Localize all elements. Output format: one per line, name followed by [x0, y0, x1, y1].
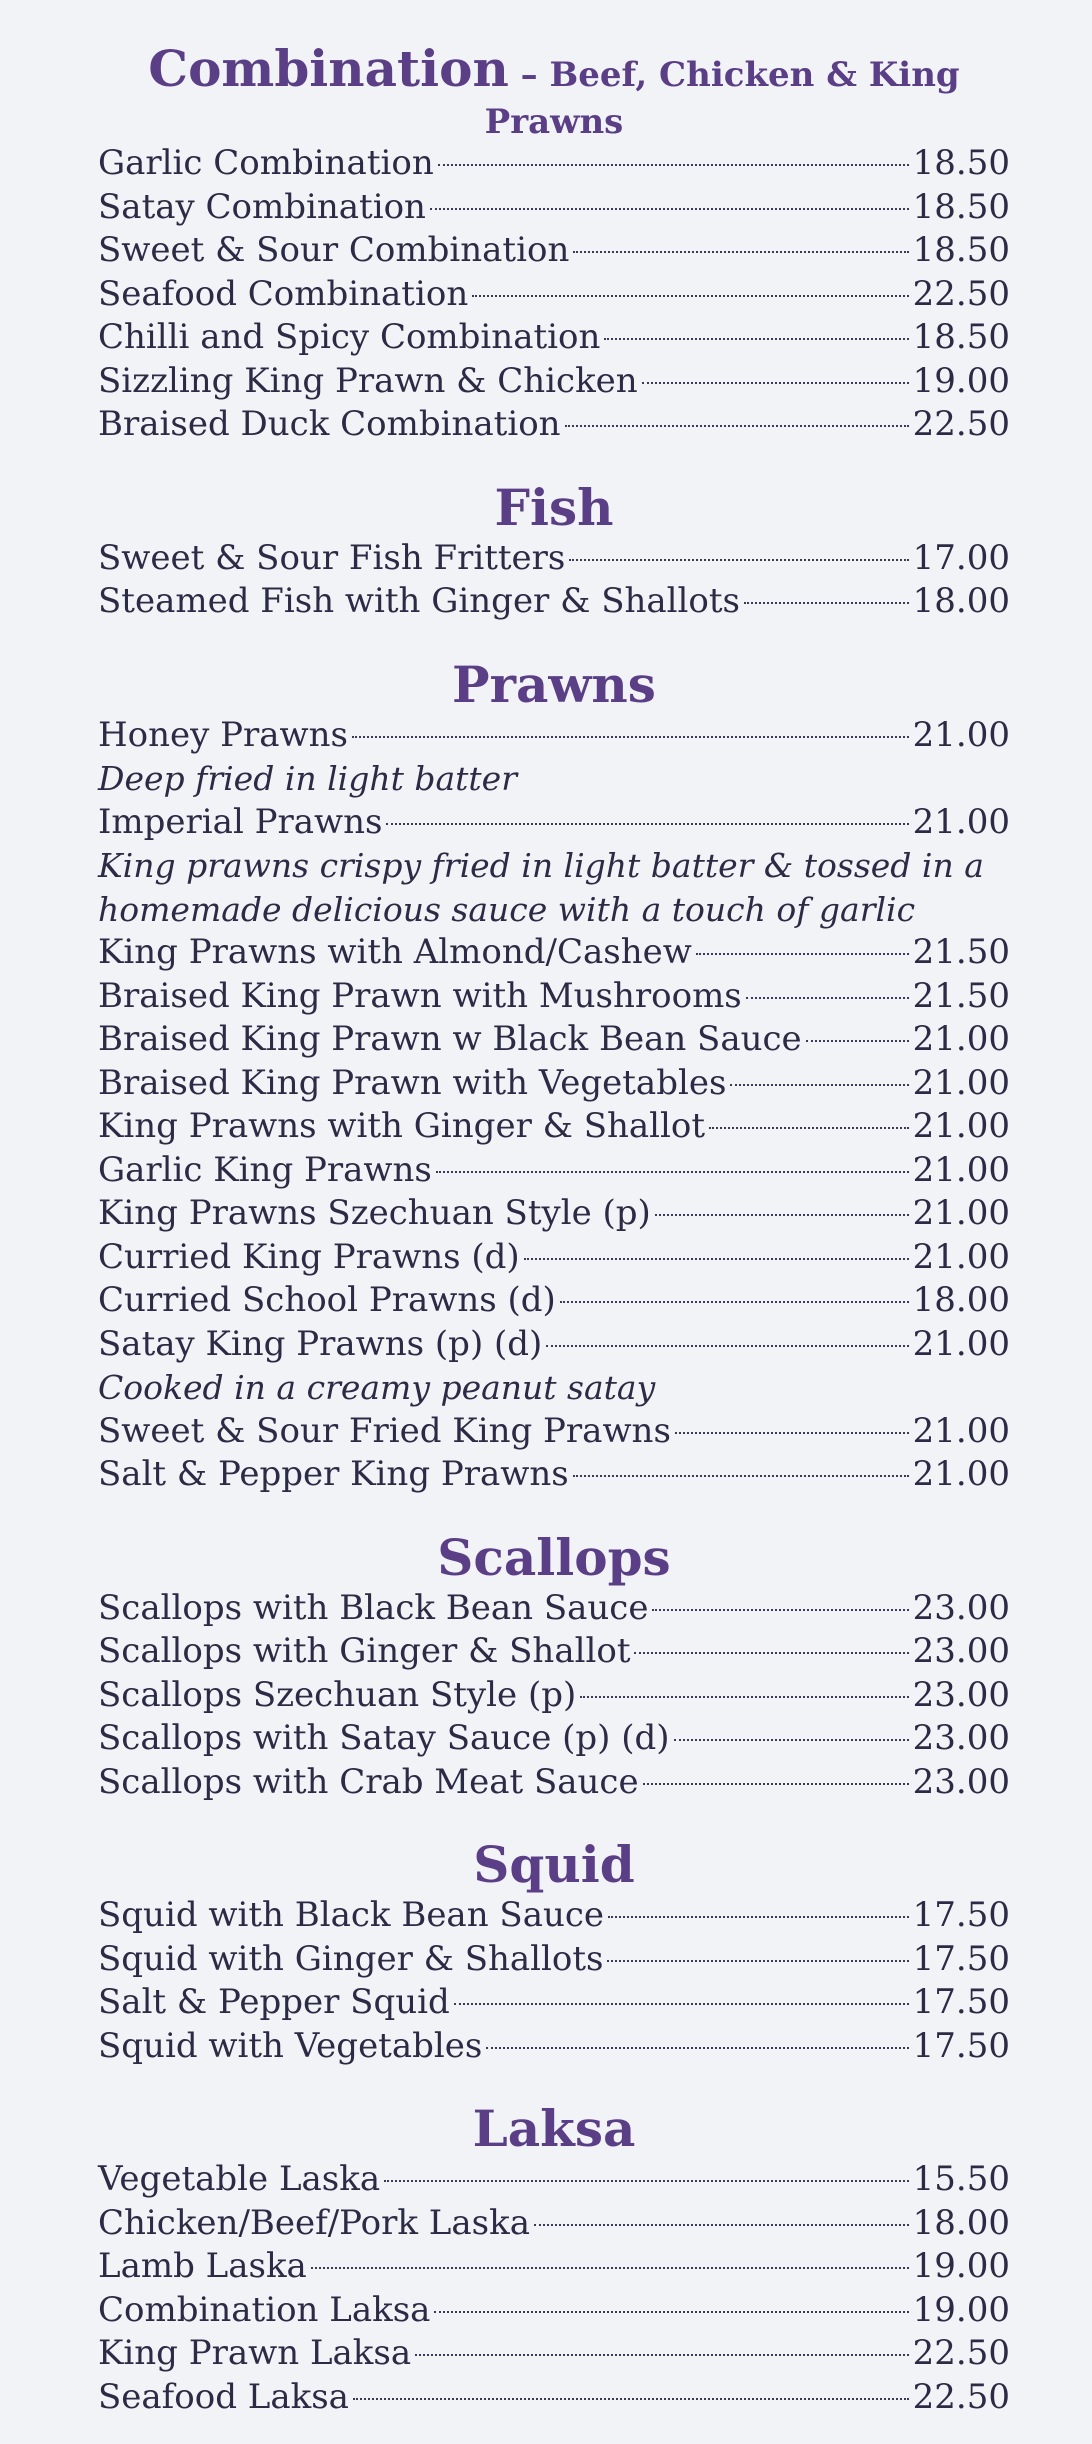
item-name: Chilli and Spicy Combination	[98, 317, 601, 357]
menu-item	[98, 1062, 1010, 1106]
dot-leader	[696, 953, 909, 955]
item-name: Salt & Pepper King Prawns	[98, 1454, 569, 1494]
dot-leader	[546, 1345, 908, 1347]
item-price: 21.00	[912, 1236, 1010, 1277]
item-description: King prawns crispy fried in light batter & tossed in a	[98, 846, 984, 885]
dot-leader	[652, 1609, 908, 1611]
menu-item	[98, 975, 1010, 1019]
dot-leader	[472, 295, 908, 297]
dot-leader	[386, 823, 908, 825]
menu-item	[98, 142, 1010, 186]
item-price: 21.00	[912, 1106, 1010, 1146]
item-price: 19.00	[912, 360, 1010, 401]
section-spacer	[98, 1804, 1010, 1836]
menu-item	[98, 1192, 1010, 1236]
item-price: 17.50	[912, 2025, 1010, 2066]
dot-leader	[565, 425, 909, 427]
dot-leader	[534, 2224, 909, 2226]
item-price: 21.50	[912, 975, 1010, 1016]
item-price: 18.00	[912, 2202, 1010, 2243]
item-name: Vegetable Laska	[98, 2159, 381, 2199]
item-name: Braised King Prawn with Mushrooms	[98, 975, 742, 1016]
dot-leader	[746, 997, 909, 999]
item-price: 19.00	[912, 2289, 1010, 2330]
item-price: 17.50	[912, 1982, 1010, 2022]
menu-item	[98, 1323, 1010, 1367]
section-heading	[98, 1836, 1010, 1894]
section-title: Combination	[148, 39, 509, 98]
item-price: 22.50	[912, 273, 1010, 314]
item-name: Garlic King Prawns	[98, 1149, 432, 1190]
item-price: 23.00	[912, 1761, 1010, 1802]
section-heading	[98, 1529, 1010, 1587]
item-name: King Prawn Laksa	[98, 2333, 412, 2373]
dot-leader	[384, 2180, 909, 2182]
dot-leader	[675, 1432, 909, 1434]
item-price: 21.00	[912, 714, 1010, 755]
menu-item	[98, 1453, 1010, 1497]
item-name: Curried School Prawns (d)	[98, 1280, 556, 1320]
item-price: 21.00	[912, 1062, 1010, 1103]
dot-leader	[434, 2311, 908, 2313]
menu-item	[98, 1894, 1010, 1938]
item-name: Squid with Black Bean Sauce	[98, 1895, 605, 1935]
section-heading	[98, 656, 1010, 714]
item-name: Seafood Laksa	[98, 2376, 349, 2417]
menu-item	[98, 1761, 1010, 1805]
item-name: Garlic Combination	[98, 143, 434, 183]
dot-leader	[430, 208, 909, 210]
section-title: Prawns	[452, 654, 656, 714]
dot-leader	[730, 1084, 908, 1086]
menu-item	[98, 229, 1010, 273]
menu-item	[98, 2158, 1010, 2202]
item-name: Lamb Laska	[98, 2246, 307, 2286]
item-name: Braised King Prawn with Vegetables	[98, 1062, 727, 1103]
menu-item	[98, 1674, 1010, 1718]
menu-item	[98, 580, 1010, 624]
menu-item	[98, 2289, 1010, 2333]
item-name: King Prawns Szechuan Style (p)	[98, 1193, 651, 1233]
item-price: 23.00	[912, 1631, 1010, 1671]
dot-leader	[569, 559, 908, 561]
menu-item	[98, 714, 1010, 758]
menu-item	[98, 360, 1010, 404]
item-price: 23.00	[912, 1587, 1010, 1628]
dot-leader	[486, 2047, 908, 2049]
dot-leader	[643, 1783, 909, 1785]
dot-leader	[580, 1696, 908, 1698]
item-name: Steamed Fish with Ginger & Shallots	[98, 581, 740, 621]
item-price: 21.00	[912, 1410, 1010, 1451]
menu-item	[98, 403, 1010, 447]
item-price: 18.50	[912, 230, 1010, 270]
item-price: 21.00	[912, 1019, 1010, 1059]
section-title: Scallops	[437, 1527, 671, 1587]
item-description: Deep fried in light batter	[98, 759, 517, 798]
item-name: Sweet & Sour Combination	[98, 230, 570, 270]
menu-item	[98, 2245, 1010, 2289]
dot-leader	[674, 1739, 909, 1741]
dot-leader	[607, 1960, 908, 1962]
section-spacer	[98, 1497, 1010, 1529]
menu-item	[98, 1938, 1010, 1982]
item-name: Sweet & Sour Fried King Prawns	[98, 1410, 671, 1451]
item-name: Scallops Szechuan Style (p)	[98, 1674, 577, 1715]
item-price: 18.00	[912, 1280, 1010, 1320]
item-name: Satay King Prawns (p) (d)	[98, 1323, 543, 1364]
item-description: homemade delicious sauce with a touch of garlic	[98, 889, 916, 929]
item-name: Braised King Prawn w Black Bean Sauce	[98, 1019, 802, 1059]
dot-leader	[573, 251, 908, 253]
item-price: 22.50	[912, 2376, 1010, 2417]
item-price: 21.00	[912, 801, 1010, 842]
menu-section-prawns	[98, 656, 1010, 1497]
item-price: 23.00	[912, 1674, 1010, 1715]
dot-leader	[311, 2267, 909, 2269]
item-name: Scallops with Crab Meat Sauce	[98, 1761, 639, 1802]
item-price: 15.50	[912, 2159, 1010, 2199]
menu-item	[98, 1105, 1010, 1149]
item-name: Braised Duck Combination	[98, 404, 561, 444]
item-price: 18.50	[912, 186, 1010, 227]
menu-item	[98, 2332, 1010, 2376]
menu-item	[98, 186, 1010, 230]
section-subtitle-line2: Prawns	[484, 102, 624, 142]
item-name: Chicken/Beef/Pork Laska	[98, 2202, 530, 2243]
menu-item	[98, 1981, 1010, 2025]
section-spacer	[98, 2068, 1010, 2100]
dot-leader	[806, 1040, 909, 1042]
menu-item	[98, 1279, 1010, 1323]
menu-item	[98, 273, 1010, 317]
dot-leader	[634, 1652, 908, 1654]
item-price: 21.50	[912, 932, 1010, 972]
dot-leader	[352, 736, 909, 738]
menu-item	[98, 537, 1010, 581]
item-price: 19.00	[912, 2246, 1010, 2286]
menu-item	[98, 2376, 1010, 2420]
menu-item	[98, 1717, 1010, 1761]
item-name: Honey Prawns	[98, 714, 349, 755]
dot-leader	[642, 382, 909, 384]
menu-item	[98, 931, 1010, 975]
item-name: King Prawns with Ginger & Shallot	[98, 1106, 706, 1146]
item-name: Seafood Combination	[98, 273, 469, 314]
item-name: Sweet & Sour Fish Fritters	[98, 537, 566, 578]
menu-item	[98, 2025, 1010, 2069]
item-price: 21.00	[912, 1149, 1010, 1190]
item-name: Squid with Ginger & Shallots	[98, 1938, 604, 1979]
dot-leader	[454, 2003, 909, 2005]
section-title: Laksa	[472, 2099, 636, 2158]
item-name: King Prawns with Almond/Cashew	[98, 932, 692, 972]
section-heading	[98, 2100, 1010, 2158]
menu-item	[98, 316, 1010, 360]
menu-item	[98, 1149, 1010, 1193]
dot-leader	[744, 602, 909, 604]
item-name: Satay Combination	[98, 186, 426, 227]
section-spacer	[98, 624, 1010, 656]
dot-leader	[608, 1916, 909, 1918]
item-name: Curried King Prawns (d)	[98, 1236, 520, 1277]
dot-leader	[709, 1127, 909, 1129]
dot-leader	[415, 2354, 909, 2356]
item-price: 18.50	[912, 143, 1010, 183]
dot-leader	[436, 1171, 909, 1173]
menu-item	[98, 1630, 1010, 1674]
dot-leader	[560, 1301, 909, 1303]
item-price: 21.00	[912, 1323, 1010, 1364]
section-spacer	[98, 447, 1010, 479]
menu-section-laksa	[98, 2100, 1010, 2419]
section-title: Squid	[473, 1835, 635, 1894]
menu-section-squid	[98, 1836, 1010, 2068]
item-price: 17.50	[912, 1938, 1010, 1979]
item-price: 21.00	[912, 1454, 1010, 1494]
item-price: 18.50	[912, 317, 1010, 357]
item-name: Scallops with Ginger & Shallot	[98, 1631, 631, 1671]
menu-section-fish	[98, 479, 1010, 624]
item-price: 22.50	[912, 404, 1010, 444]
dot-leader	[573, 1475, 909, 1477]
item-name: Imperial Prawns	[98, 801, 383, 842]
menu-section-scallops	[98, 1529, 1010, 1805]
dot-leader	[655, 1214, 909, 1216]
item-description: Cooked in a creamy peanut satay	[98, 1368, 656, 1407]
item-name: Scallops with Satay Sauce (p) (d)	[98, 1718, 670, 1758]
dot-leader	[604, 338, 908, 340]
menu-item	[98, 1018, 1010, 1062]
dot-leader	[524, 1258, 909, 1260]
section-heading	[98, 479, 1010, 537]
menu-section-combination	[98, 40, 1010, 447]
item-price: 18.00	[912, 581, 1010, 621]
item-name: Scallops with Black Bean Sauce	[98, 1587, 649, 1628]
item-name: Salt & Pepper Squid	[98, 1982, 450, 2022]
dot-leader	[353, 2398, 909, 2400]
menu-item	[98, 1587, 1010, 1631]
item-name: Combination Laksa	[98, 2289, 431, 2330]
menu-item	[98, 2202, 1010, 2246]
item-price: 23.00	[912, 1718, 1010, 1758]
item-price: 22.50	[912, 2333, 1010, 2373]
section-heading	[98, 40, 1010, 104]
item-name: Sizzling King Prawn & Chicken	[98, 360, 638, 401]
item-name: Squid with Vegetables	[98, 2025, 483, 2066]
menu-item	[98, 1410, 1010, 1454]
item-price: 21.00	[912, 1193, 1010, 1233]
menu-item	[98, 801, 1010, 845]
item-price: 17.50	[912, 1895, 1010, 1935]
menu-item	[98, 1236, 1010, 1280]
section-subtitle: – Beef, Chicken & King	[508, 55, 960, 95]
item-price: 17.00	[912, 537, 1010, 578]
dot-leader	[438, 164, 909, 166]
section-title: Fish	[494, 477, 614, 537]
